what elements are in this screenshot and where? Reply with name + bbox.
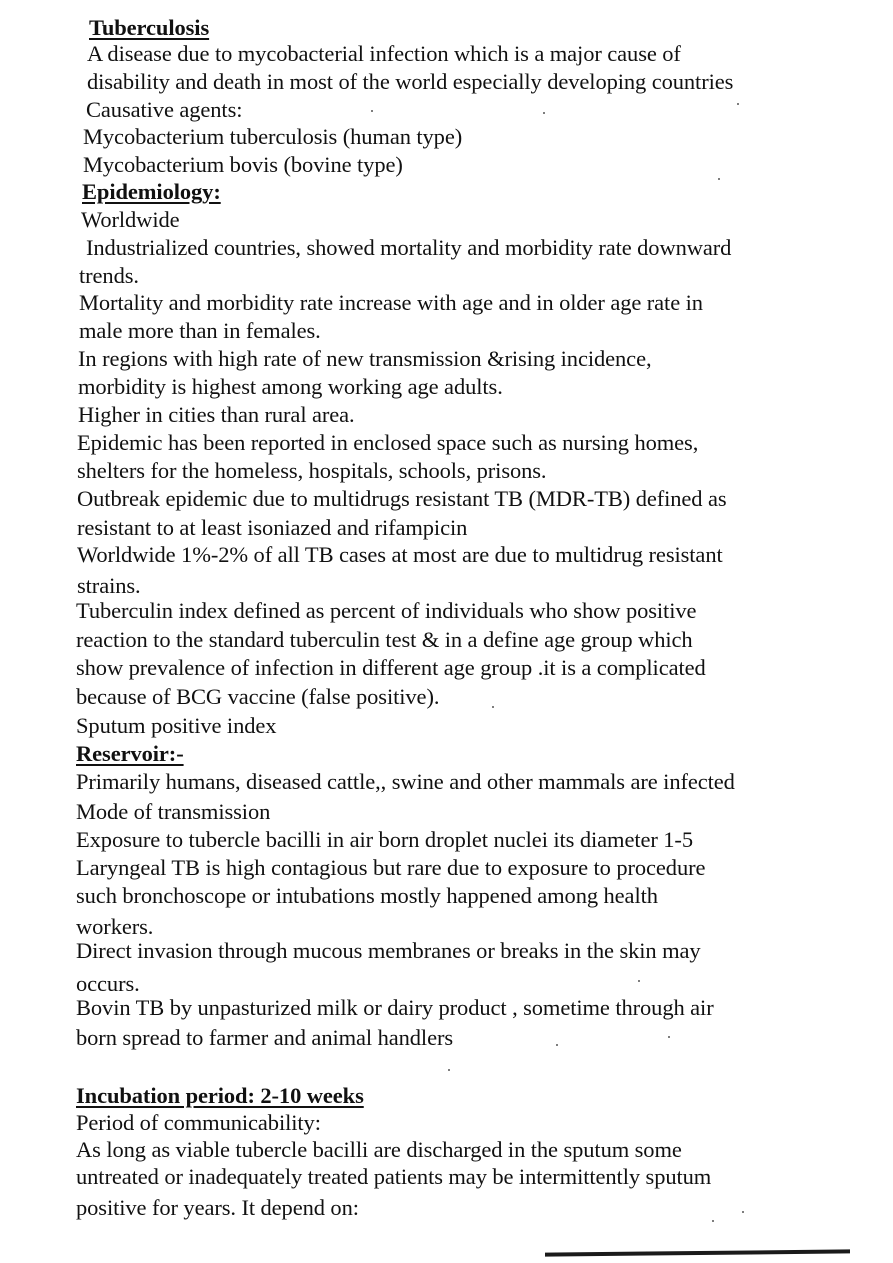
scan-speck (448, 1069, 450, 1071)
epidemiology-line: trends. (79, 263, 139, 288)
scan-speck (543, 112, 545, 114)
epidemiology-heading: Epidemiology: (82, 179, 221, 204)
intro-line: Mycobacterium bovis (bovine type) (83, 152, 403, 177)
reservoir-heading: Reservoir:- (76, 741, 184, 766)
reservoir-line: Bovin TB by unpasturized milk or dairy product , sometime through air (76, 995, 714, 1020)
epidemiology-line: male more than in females. (79, 318, 321, 343)
reservoir-line: Exposure to tubercle bacilli in air born droplet nuclei its diameter 1-5 (76, 827, 693, 852)
epidemiology-line: Industrialized countries, showed mortality and morbidity rate downward (86, 235, 732, 260)
intro-line: disability and death in most of the world especially developing countries (87, 69, 734, 94)
reservoir-line: such bronchoscope or intubations mostly happened among health (76, 883, 658, 908)
reservoir-line: workers. (76, 914, 154, 939)
scan-speck (742, 1211, 744, 1213)
page-title: Tuberculosis (89, 15, 210, 40)
epidemiology-line: strains. (77, 573, 141, 598)
scan-speck (718, 178, 720, 180)
epidemiology-line: Worldwide (81, 207, 180, 232)
epidemiology-line: shelters for the homeless, hospitals, schools, prisons. (77, 458, 547, 483)
incubation-heading: Incubation period: 2-10 weeks (76, 1083, 364, 1108)
epidemiology-line: Sputum positive index (76, 713, 277, 738)
scan-speck (712, 1220, 714, 1222)
reservoir-line: Mode of transmission (76, 799, 271, 824)
epidemiology-line: Higher in cities than rural area. (78, 402, 355, 427)
scan-speck (556, 1044, 558, 1046)
epidemiology-line: Worldwide 1%-2% of all TB cases at most are due to multidrug resistant (77, 542, 723, 567)
epidemiology-line: Mortality and morbidity rate increase with age and in older age rate in (79, 290, 703, 315)
incubation-line: positive for years. It depend on: (76, 1195, 359, 1220)
epidemiology-line: morbidity is highest among working age adults. (78, 374, 503, 399)
epidemiology-line: resistant to at least isoniazed and rifampicin (77, 515, 468, 540)
scan-speck (668, 1036, 670, 1038)
epidemiology-line: reaction to the standard tuberculin test & in a define age group which (76, 627, 693, 652)
epidemiology-line: Tuberculin index defined as percent of individuals who show positive (76, 598, 697, 623)
epidemiology-line: Outbreak epidemic due to multidrugs resistant TB (MDR-TB) defined as (77, 486, 727, 511)
reservoir-line: Laryngeal TB is high contagious but rare due to exposure to procedure (76, 855, 706, 880)
bottom-scan-edge (545, 1249, 850, 1256)
epidemiology-line: Epidemic has been reported in enclosed space such as nursing homes, (77, 430, 699, 455)
epidemiology-line: because of BCG vaccine (false positive). (76, 684, 440, 709)
incubation-line: As long as viable tubercle bacilli are discharged in the sputum some (76, 1137, 682, 1162)
intro-line: Mycobacterium tuberculosis (human type) (83, 124, 463, 149)
intro-line: A disease due to mycobacterial infection which is a major cause of (87, 41, 681, 66)
incubation-line: untreated or inadequately treated patients may be intermittently sputum (76, 1164, 712, 1189)
reservoir-line: occurs. (76, 971, 140, 996)
reservoir-line: Primarily humans, diseased cattle,, swine and other mammals are infected (76, 769, 735, 794)
scan-speck (737, 103, 739, 105)
intro-line: Causative agents: (86, 97, 243, 122)
epidemiology-line: show prevalence of infection in different age group .it is a complicated (76, 655, 706, 680)
reservoir-line: Direct invasion through mucous membranes or breaks in the skin may (76, 938, 701, 963)
epidemiology-line: In regions with high rate of new transmission &rising incidence, (78, 346, 652, 371)
scan-speck (638, 980, 640, 982)
reservoir-line: born spread to farmer and animal handlers (76, 1025, 454, 1050)
scan-speck (492, 706, 494, 708)
incubation-line: Period of communicability: (76, 1110, 321, 1135)
scan-speck (371, 110, 373, 112)
